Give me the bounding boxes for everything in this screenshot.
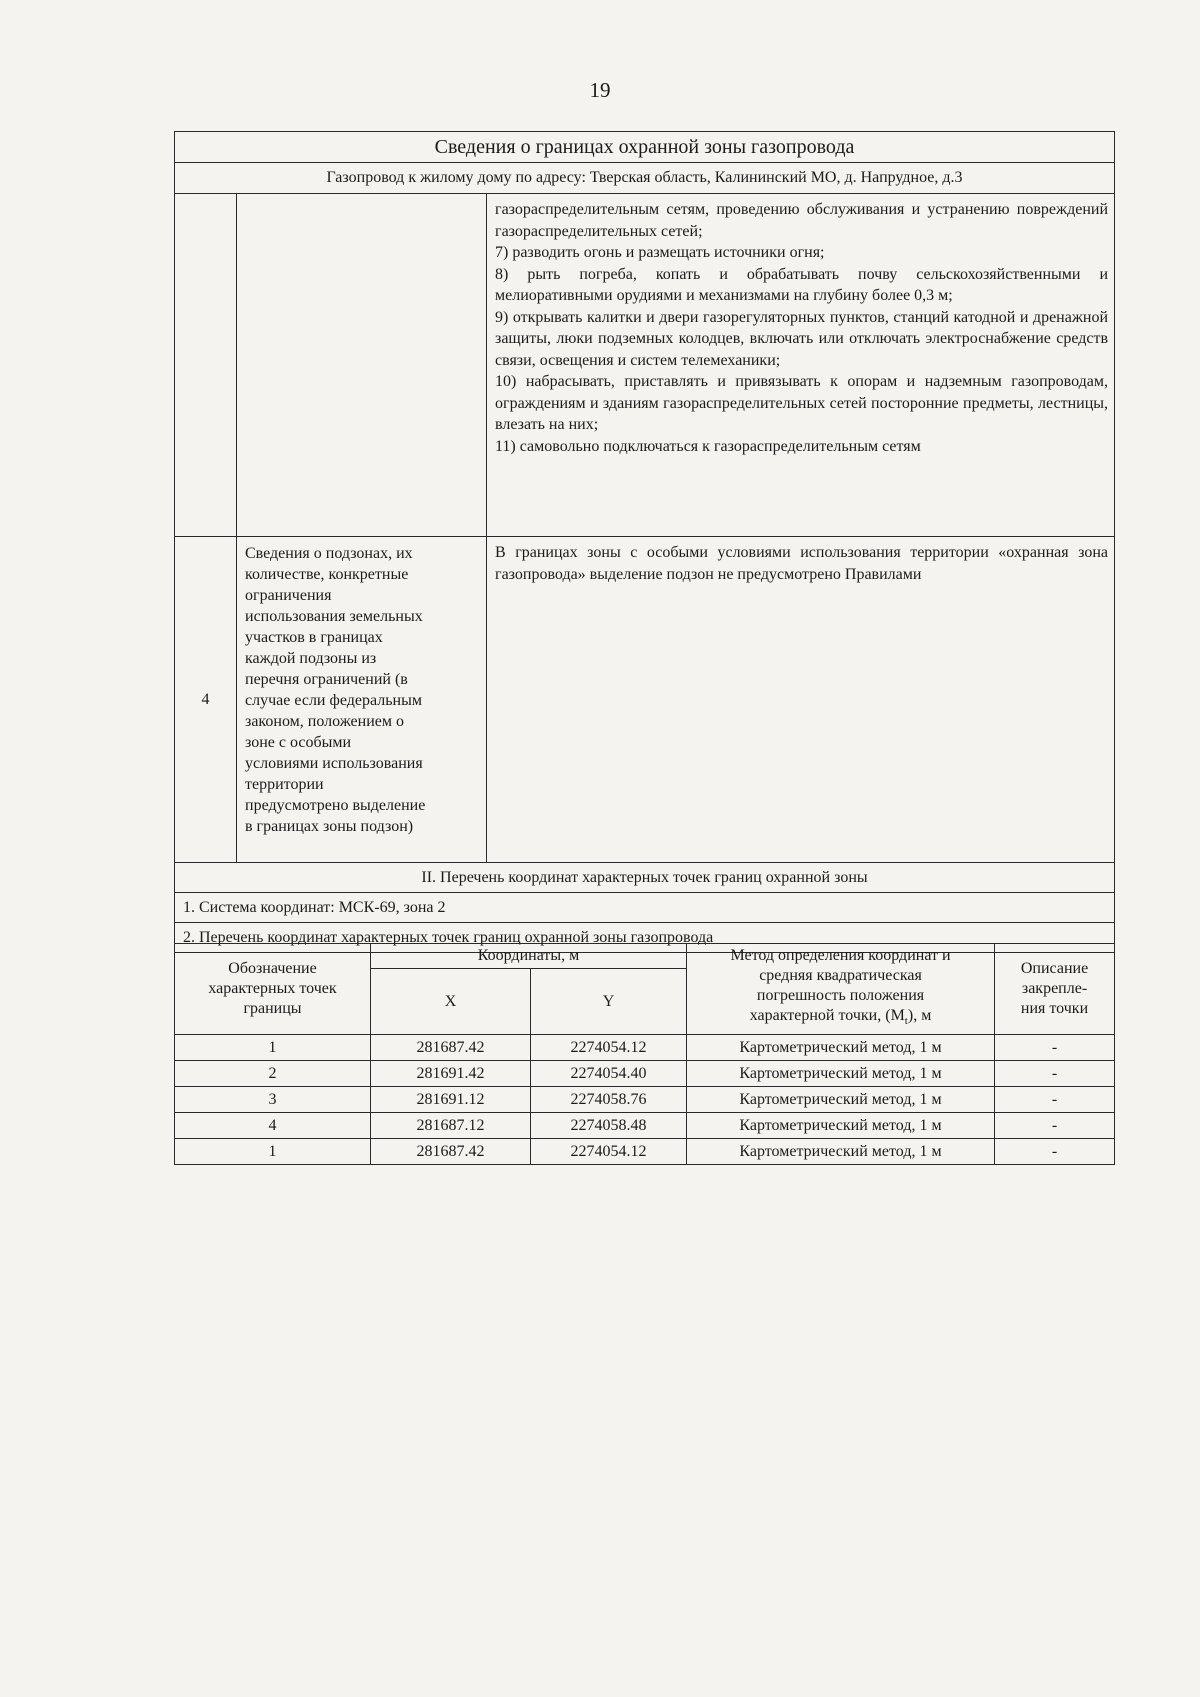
coord-x: 281687.12 — [371, 1113, 531, 1139]
method: Картометрический метод, 1 м — [687, 1061, 995, 1087]
row-number-empty — [175, 194, 237, 537]
table-row — [175, 1139, 1115, 1165]
label-line: использования земельных — [245, 608, 423, 625]
label-line: Сведения о подзонах, их — [245, 545, 413, 562]
header-point-line: характерных точек — [208, 980, 337, 997]
zone-info-table — [174, 131, 1115, 953]
label-line: в границах зоны подзон) — [245, 818, 414, 835]
point-id: 4 — [175, 1113, 371, 1139]
header-desc-line: Описание — [1020, 960, 1089, 977]
coord-y: 2274054.12 — [531, 1035, 687, 1061]
header-method-line: погрешность положения — [756, 987, 925, 1005]
restriction-line: газораспределительным сетям, проведению обслуживания и устранению повреждений газораспределительных сетей; — [495, 201, 1109, 240]
label-line: зоне с особыми — [245, 734, 352, 751]
description: - — [995, 1139, 1115, 1165]
label-line: ограничения — [245, 587, 332, 604]
point-id: 1 — [175, 1139, 371, 1165]
table-subtitle: Газопровод к жилому дому по адресу: Тверская область, Калининский МО, д. Напрудное, д.3 — [175, 163, 1115, 194]
header-coordinates: Координаты, м — [371, 944, 687, 969]
coordinates-table — [174, 943, 1115, 1165]
label-line: условиями использования — [245, 755, 423, 772]
description: - — [995, 1061, 1115, 1087]
label-line: предусмотрено выделение — [245, 797, 426, 814]
point-id: 1 — [175, 1035, 371, 1061]
restrictions-text — [487, 194, 1115, 537]
label-line: перечня ограничений (в — [245, 671, 408, 688]
header-point — [175, 944, 371, 1035]
continued-row — [175, 194, 1115, 537]
restriction-line: 11) самовольно подключаться к газораспределительным сетям — [495, 437, 921, 455]
header-desc-line: ния точки — [1020, 1000, 1089, 1017]
label-line: законом, положением о — [245, 713, 404, 730]
section2-title: II. Перечень координат характерных точек границ охранной зоны — [175, 863, 1115, 893]
coord-y: 2274058.48 — [531, 1113, 687, 1139]
restriction-line: 9) открывать калитки и двери газорегуляторных пунктов, станций катодной и дренажной защиты, люки подземных колодцев, включать или отключать электроснабжение средств связи, освещения и систем телемеханики; — [495, 308, 1109, 369]
method: Картометрический метод, 1 м — [687, 1035, 995, 1061]
coord-y: 2274054.12 — [531, 1139, 687, 1165]
header-desc-line: закрепле- — [1021, 980, 1088, 997]
header-method-line — [687, 1006, 994, 1031]
label-line: каждой подзоны из — [245, 650, 377, 667]
description: - — [995, 1113, 1115, 1139]
header-method-line: Метод определения координат и — [730, 947, 951, 965]
label-line: участков в границах — [245, 629, 383, 646]
header-point-line: Обозначение — [228, 960, 317, 977]
method: Картометрический метод, 1 м — [687, 1087, 995, 1113]
header-method-line: средняя квадратическая — [759, 967, 922, 985]
table-row — [175, 1061, 1115, 1087]
row-label-empty — [237, 194, 487, 537]
header-x: X — [371, 969, 531, 1035]
coord-x: 281691.12 — [371, 1087, 531, 1113]
coord-x: 281687.42 — [371, 1035, 531, 1061]
coord-system: 1. Система координат: МСК-69, зона 2 — [175, 893, 1115, 923]
method-text: характерной точки, (M — [749, 1007, 905, 1025]
row-label — [237, 537, 487, 863]
coord-x: 281687.42 — [371, 1139, 531, 1165]
method-subscript: t — [904, 1015, 908, 1028]
page-number: 19 — [589, 78, 611, 102]
restriction-line: 8) рыть погреба, копать и обрабатывать почву сельскохозяйственными и мелиоративными орудиями и механизмами на глубину более 0,3 м; — [495, 265, 1109, 304]
coord-list-title: 2. Перечень координат характерных точек границ охранной зоны газопровода — [175, 923, 1115, 953]
method-text: ), м — [907, 1007, 932, 1025]
point-id: 2 — [175, 1061, 371, 1087]
row-4 — [175, 537, 1115, 863]
label-line: количестве, конкретные — [245, 566, 409, 583]
table-row — [175, 1113, 1115, 1139]
header-y: Y — [531, 969, 687, 1035]
description: - — [995, 1087, 1115, 1113]
method: Картометрический метод, 1 м — [687, 1139, 995, 1165]
table-title: Сведения о границах охранной зоны газопровода — [175, 132, 1115, 163]
label-line: территории — [245, 776, 324, 793]
description: - — [995, 1035, 1115, 1061]
coord-y: 2274054.40 — [531, 1061, 687, 1087]
row-number: 4 — [175, 537, 237, 863]
restriction-line: 7) разводить огонь и размещать источники огня; — [495, 244, 825, 261]
point-id: 3 — [175, 1087, 371, 1113]
header-description — [995, 944, 1115, 1035]
subzones-text: В границах зоны с особыми условиями использования территории «охранная зона газопровода» выделение подзон не предусмотрено Правилами — [487, 537, 1115, 863]
table-row — [175, 1035, 1115, 1061]
restriction-line: 10) набрасывать, приставлять и привязывать к опорам и надземным газопроводам, ограждениям и зданиям газораспределительных сетей посторонние предметы, лестницы, влезать на них; — [495, 373, 1109, 433]
header-method — [687, 944, 995, 1035]
label-line: случае если федеральным — [245, 692, 422, 709]
header-point-line: границы — [243, 1000, 302, 1017]
coord-y: 2274058.76 — [531, 1087, 687, 1113]
table-row — [175, 1087, 1115, 1113]
method: Картометрический метод, 1 м — [687, 1113, 995, 1139]
coord-x: 281691.42 — [371, 1061, 531, 1087]
